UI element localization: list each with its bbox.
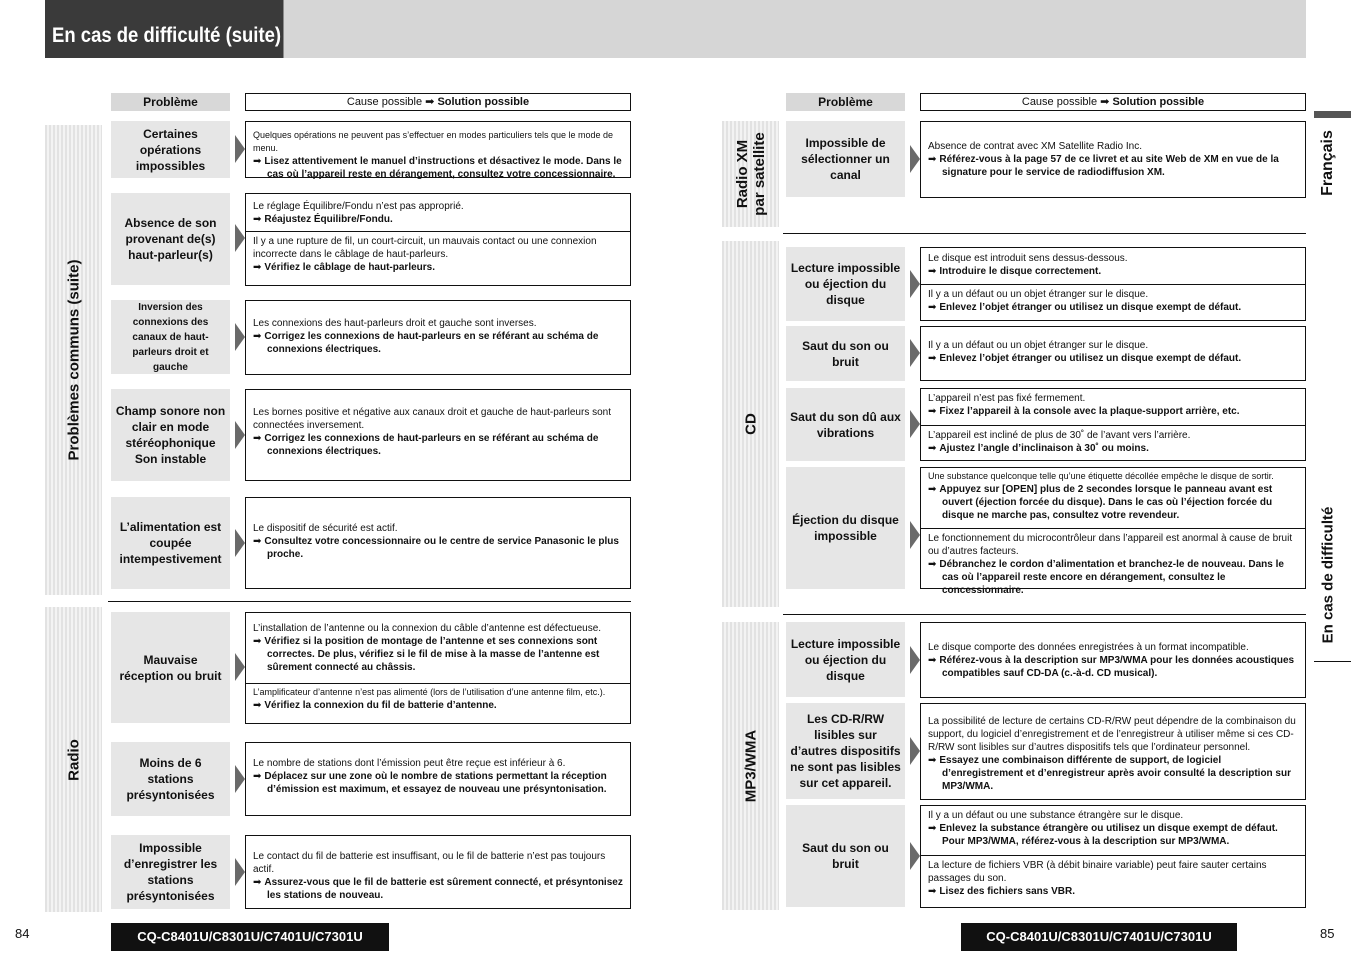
cause-cell [246,122,630,181]
cause-text: La lecture de fichiers VBR (à débit binaire variable) peut faire sauter certains passages du son. [928,860,1267,884]
topic-tab: En cas de difficulté [1319,506,1337,644]
solution-text: ➡ Introduire le disque correctement. [928,265,1298,278]
cause-cell [246,836,630,902]
cause-text: Il y a un défaut ou un objet étranger sur le disque. [928,289,1149,300]
cause-text: Le dispositif de sécurité est actif. [253,523,398,534]
solution-label: Solution possible [1112,96,1205,108]
cause-text: Il y a une rupture de fil, un court-circuit, un mauvais contact ou une connexion incorrecte dans le câblage de haut-parleurs. [253,236,597,260]
topic-tab-underline [1314,661,1351,662]
cause-text: Il y a un défaut ou un objet étranger sur le disque. [928,340,1149,351]
cause-text: L’amplificateur d’antenne n’est pas alimenté (lors de l’utilisation d’une antenne film, etc.). [253,687,606,697]
cause-cell [246,390,630,458]
section-cd [722,241,779,607]
cause-box [920,703,1306,800]
cause-text: Le fonctionnement du microcontrôleur dans l’appareil est anormal à cause de bruit ou d’autres facteurs. [928,533,1293,557]
cause-cell [921,327,1305,365]
arrow-icon [910,646,920,674]
cause-cell [246,613,630,684]
cause-box [245,300,631,375]
solution-text: ➡ Vérifiez le câblage de haut-parleurs. [253,261,623,274]
cause-text: Les connexions des haut-parleurs droit et gauche sont inverses. [253,318,537,329]
problem-cell: L’alimentation est coupée intempestivement [111,497,230,589]
cause-cell [246,498,630,561]
problem-column-header: Problème [111,93,230,111]
cause-cell [921,856,1305,898]
cause-cell [921,426,1305,455]
cause-cell [246,684,630,712]
cause-box [245,835,631,909]
problem-column-header: Problème [786,93,905,111]
solution-text: ➡ Ajustez l’angle d’inclinaison à 30˚ ou moins. [928,442,1298,455]
cause-label: Cause possible [1021,96,1098,108]
cause-text: Il y a un défaut ou une substance étrangère sur le disque. [928,810,1184,821]
cause-box [245,612,631,724]
solution-text: ➡ Enlevez la substance étrangère ou utilisez un disque exempt de défaut. Pour MP3/WMA, référez-vous à la description sur MP3/WMA. [928,822,1298,848]
cause-box [920,388,1306,461]
cause-box [245,193,631,286]
cause-cell [246,194,630,232]
solution-text: ➡ Lisez des fichiers sans VBR. [928,885,1298,898]
page-number-left: 84 [15,926,30,941]
cause-cell [921,122,1305,179]
section-radio [45,607,102,912]
problem-cell: Mauvaise réception ou bruit [111,612,230,723]
solution-text: ➡ Référez-vous à la description sur MP3/WMA pour les données acoustiques compatibles sauf CD-DA (c.-à-d. CD musical). [928,654,1298,680]
cause-box [245,742,631,816]
section-label: CD [742,413,759,435]
problem-cell: Impossible d’enregistrer les stations présyntonisées [111,835,230,909]
solution-text: ➡ Enlevez l’objet étranger ou utilisez un disque exempt de défaut. [928,352,1298,365]
solution-text: ➡ Réajustez Équilibre/Fondu. [253,213,623,226]
cause-text: Le réglage Équilibre/Fondu n’est pas approprié. [253,201,464,212]
cause-cell [246,232,630,274]
cause-box [245,389,631,481]
cause-cell [921,248,1305,285]
cause-cell [921,529,1305,597]
solution-label: Solution possible [437,96,530,108]
arrow-icon [910,145,920,173]
section-label-line: Radio XM [733,139,751,209]
cause-text: Les bornes positive et négative aux canaux droit et gauche de haut-parleurs sont connectées inversement. [253,407,612,431]
language-tab: Français [1319,130,1336,196]
cause-text: Le contact du fil de batterie est insuffisant, ou le fil de batterie n’est pas toujours actif. [253,851,606,875]
section-label-line: par satellite [750,132,768,216]
problem-cell: Saut du son ou bruit [786,805,905,907]
section-common-problems [45,125,102,595]
language-tab-marker [1314,111,1351,118]
problem-cell: Éjection du disque impossible [786,467,905,589]
section-xm-radio [722,121,779,227]
problem-cell: Inversion des connexions des canaux de haut-parleurs droit et gauche [111,300,230,374]
solution-text: ➡ Vérifiez la connexion du fil de batterie d’antenne. [253,699,623,712]
solution-text: ➡ Débranchez le cordon d’alimentation et branchez-le de nouveau. Dans le cas où l’appareil reste encore en dérangement, consultez le concessionnaire. [928,558,1298,597]
section-label: MP3/WMA [742,729,759,803]
cause-box [920,805,1306,908]
arrow-icon [910,737,920,765]
cause-cell [921,704,1305,793]
arrow-icon [235,135,245,163]
section-label [734,132,768,215]
cause-text: L’appareil est incliné de plus de 30˚ de l’avant vers l’arrière. [928,430,1191,441]
solution-text: ➡ Essayez une combinaison différente de support, de logiciel d’enregistrement et d’enregistreur après avoir consulté la description sur MP3/WMA. [928,754,1298,793]
solution-text: ➡ Appuyez sur [OPEN] plus de 2 secondes lorsque le panneau avant est ouvert (éjection forcée du disque). Dans le cas où l’éjection forcée du disque ne marche pas, consultez votre revendeur. [928,483,1298,522]
cause-text: Le disque est introduit sens dessus-dessous. [928,253,1128,264]
model-number-left: CQ-C8401U/C8301U/C7401U/C7301U [111,923,389,951]
problem-cell: Lecture impossible ou éjection du disque [786,247,905,321]
solution-text: ➡ Corrigez les connexions de haut-parleurs en se référant au schéma de connexions électriques. [253,432,623,458]
problem-cell: Champ sonore non clair en mode stéréophonique Son instable [111,389,230,481]
cause-text: Absence de contrat avec XM Satellite Radio Inc. [928,141,1143,152]
cause-box [245,497,631,589]
solution-text: ➡ Corrigez les connexions de haut-parleurs en se référant au schéma de connexions électriques. [253,330,623,356]
cause-box [920,326,1306,381]
cause-cell [921,285,1305,314]
cause-column-header [920,93,1306,111]
cause-text: L’appareil n’est pas fixé fermement. [928,393,1086,404]
section-label: Problèmes communs (suite) [65,259,82,461]
page-number-right: 85 [1320,926,1335,941]
cause-text: La possibilité de lecture de certains CD-R/RW peut dépendre de la combinaison du support, du logiciel d’enregistrement et de l’enregistreur à utiliser même si ces CD-R/RW sont lisibles sur d’autres dispositifs tels que l’ordinateur personnel. [928,716,1296,753]
cause-text: Le nombre de stations dont l’émission peut être reçue est inférieur à 6. [253,758,566,769]
arrow-icon [235,529,245,557]
divider [108,601,631,602]
solution-text: ➡ Lisez attentivement le manuel d’instructions et désactivez le mode. Dans le cas où l’appareil reste en dérangement, consultez votre concessionnaire. [253,155,623,181]
arrow-icon [910,270,920,298]
cause-cell [246,743,630,796]
cause-text: Une substance quelconque telle qu’une étiquette décollée empêche le disque de sortir. [928,471,1274,481]
cause-cell [921,389,1305,426]
page-title: En cas de difficulté (suite) [45,0,283,58]
cause-cell [921,468,1305,529]
arrow-icon [235,765,245,793]
cause-label: Cause possible [346,96,423,108]
cause-cell [921,806,1305,856]
cause-cell [921,623,1305,680]
arrow-icon [235,653,245,681]
divider [783,614,1306,615]
problem-cell: Lecture impossible ou éjection du disque [786,622,905,697]
model-number-right: CQ-C8401U/C8301U/C7401U/C7301U [961,923,1237,951]
divider [783,233,1306,234]
arrow-icon [910,410,920,438]
solution-text: ➡ Référez-vous à la page 57 de ce livret et au site Web de XM en vue de la signature pour le service de radiodiffusion XM. [928,153,1298,179]
cause-text: L’installation de l’antenne ou la connexion du câble d’antenne est défectueuse. [253,623,602,634]
problem-cell: Moins de 6 stations présyntonisées [111,742,230,816]
arrow-icon [910,521,920,549]
solution-text: ➡ Enlevez l’objet étranger ou utilisez un disque exempt de défaut. [928,301,1298,314]
solution-text: ➡ Vérifiez si la position de montage de l’antenne et ses connexions sont correctes. De plus, vérifiez si le fil de mise à la masse de l’antenne est sûrement connecté au châssis. [253,635,623,674]
arrow-icon [235,858,245,886]
solution-text: ➡ Assurez-vous que le fil de batterie est sûrement connecté, et présyntonisez les stations de nouveau. [253,876,623,902]
solution-text: ➡ Déplacez sur une zone où le nombre de stations permettant la réception d’émission est maximum, et essayez de nouveau une présyntonisation. [253,770,623,796]
solution-text: ➡ Consultez votre concessionnaire ou le centre de service Panasonic le plus proche. [253,535,623,561]
solution-text: ➡ Fixez l’appareil à la console avec la plaque-support arrière, etc. [928,405,1298,418]
problem-cell: Certaines opérations impossibles [111,121,230,178]
section-mp3-wma [722,622,779,910]
arrow-icon [235,224,245,252]
problem-cell: Impossible de sélectionner un canal [786,121,905,197]
arrow-icon: ➡ [425,96,435,108]
arrow-icon [235,421,245,449]
cause-column-header [245,93,631,111]
problem-cell: Saut du son dû aux vibrations [786,388,905,461]
section-label: Radio [65,738,82,781]
arrow-icon [235,323,245,351]
cause-box [920,622,1306,698]
arrow-icon [910,339,920,367]
cause-box [245,121,631,178]
arrow-icon: ➡ [1100,96,1110,108]
problem-cell: Les CD-R/RW lisibles sur d’autres dispositifs ne sont pas lisibles sur cet appareil. [786,703,905,799]
problem-cell: Saut du son ou bruit [786,326,905,381]
cause-cell [246,301,630,356]
cause-text: Quelques opérations ne peuvent pas s’effectuer en modes particuliers tels que le mode de menu. [253,130,614,153]
problem-cell: Absence de son provenant de(s) haut-parleur(s) [111,193,230,285]
arrow-icon [910,842,920,870]
cause-box [920,467,1306,596]
cause-box [920,121,1306,198]
cause-box [920,247,1306,321]
cause-text: Le disque comporte des données enregistrées à un format incompatible. [928,642,1249,653]
